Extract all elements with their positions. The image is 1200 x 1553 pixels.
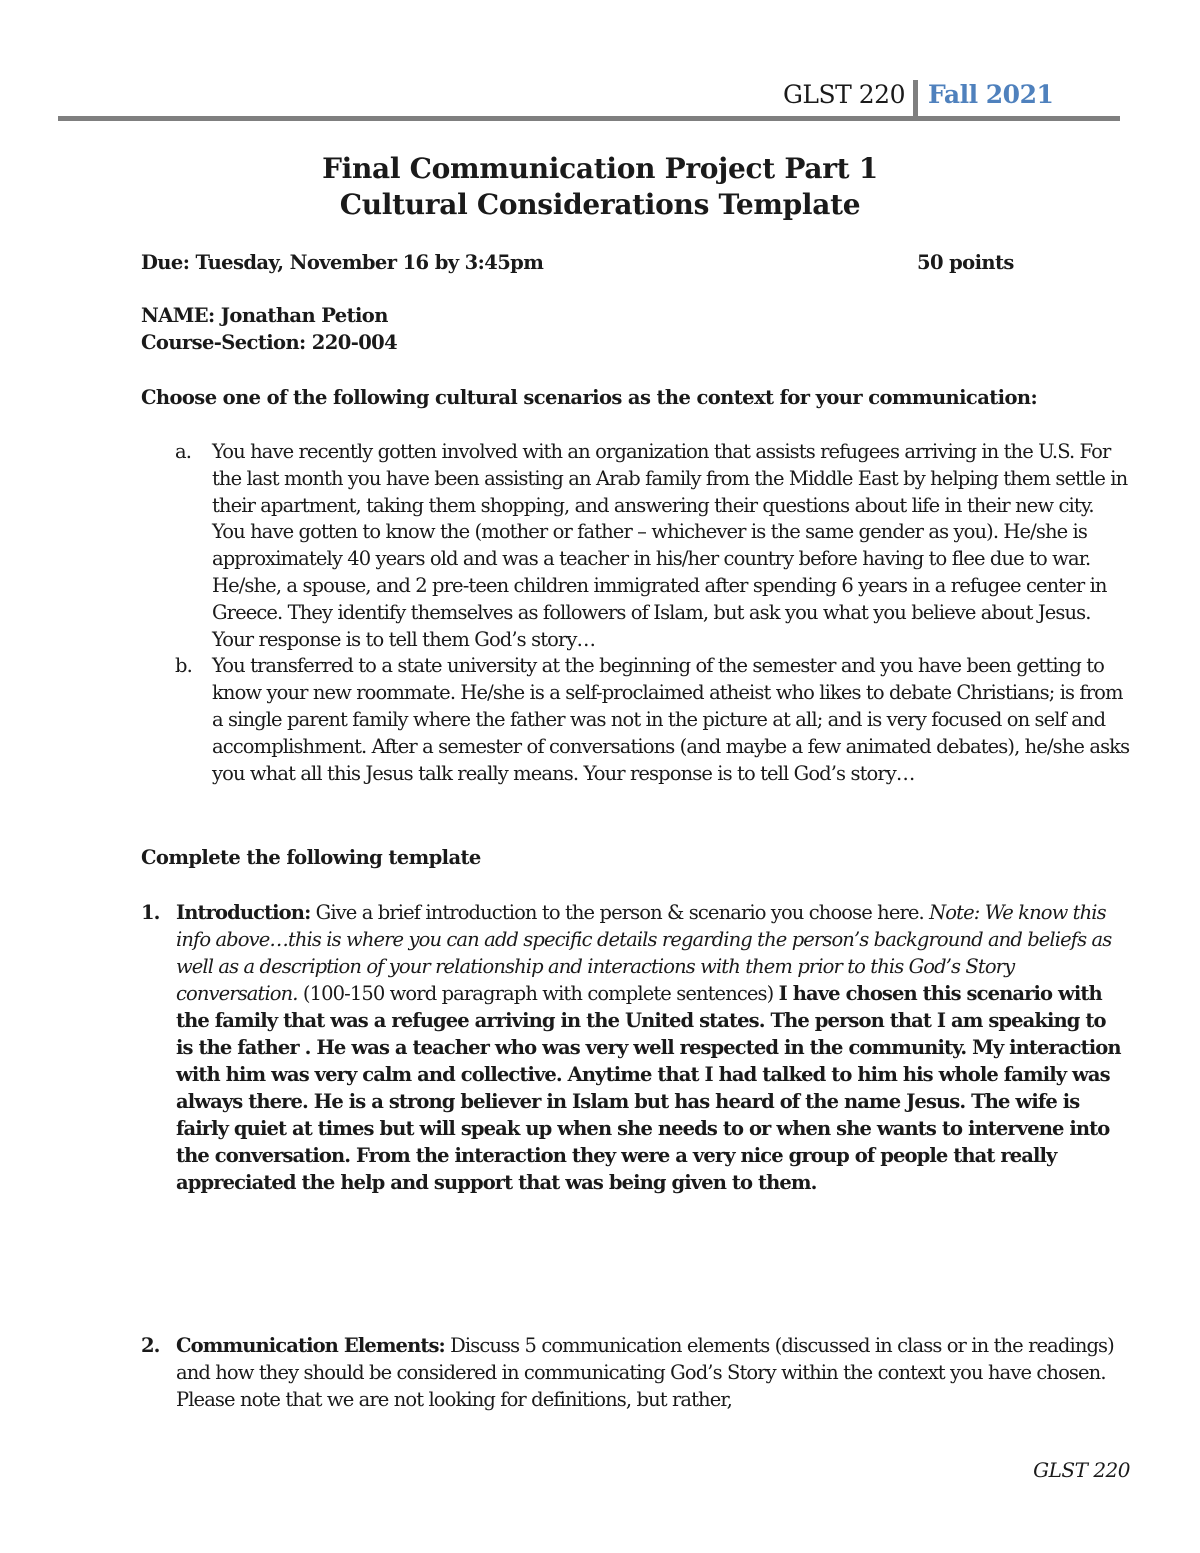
item-number: 1.: [141, 901, 160, 924]
header-term: Fall 2021: [928, 80, 1054, 109]
scenario-text: You transferred to a state university at the beginning of the semester and you have been getting to know your new roommate. He/she is a self-proclaimed atheist who likes to debate Christians; is from a single parent family where the father was not in the picture at all; and is very focused on self and accomplishment. After a semester of conversations (and maybe a few animated debates), he/she asks you what all this Jesus talk really means. Your response is to tell God’s story…: [212, 654, 1130, 785]
template-list-continued: [141, 1332, 1121, 1413]
student-name: NAME: Jonathan Petion: [141, 304, 388, 327]
scenarios-heading: Choose one of the following cultural scenarios as the context for your communication:: [141, 386, 1038, 409]
item-note: Note: We know this info above…this is where you can add specific details regarding the person’s background and beliefs as well as a description of your relationship and interactions with them prior to this God’s Story conversation.: [176, 901, 1112, 1005]
scenario-text: You have recently gotten involved with an organization that assists refugees arriving in the U.S. For the last month you have been assisting an Arab family from the Middle East by helping them settle in their apartment, taking them shopping, and answering their questions about life in their new city. You have gotten to know the (mother or father – whichever is the same gender as you). He/she is approximately 40 years old and was a teacher in his/her country before having to flee due to war. He/she, a spouse, and 2 pre-teen children immigrated after spending 6 years in a refugee center in Greece. They identify themselves as followers of Islam, but ask you what you believe about Jesus. Your response is to tell them God’s story…: [212, 440, 1128, 651]
due-date: Due: Tuesday, November 16 by 3:45pm: [141, 251, 544, 274]
scenario-list: [141, 439, 1131, 787]
item-label: Introduction:: [176, 901, 311, 924]
item-prompt: Discuss 5 communication elements (discussed in class or in the readings) and how they should be considered in communicating God’s Story within the context you have chosen. Please note that we are not looking for definitions, but rather,: [176, 1334, 1114, 1411]
document-subtitle: Cultural Considerations Template: [339, 188, 861, 221]
scenario-marker: a.: [175, 440, 192, 463]
points-value: 50 points: [917, 251, 1014, 274]
item-label: Communication Elements:: [176, 1334, 445, 1357]
template-heading: Complete the following template: [141, 846, 481, 869]
course-section: Course-Section: 220-004: [141, 331, 398, 354]
header-separator: [913, 80, 918, 116]
scenario-marker: b.: [175, 654, 192, 678]
item-prompt: Give a brief introduction to the person & scenario you choose here.: [310, 901, 930, 924]
template-item-communication-elements: [141, 1332, 1121, 1413]
scenario-item: [141, 439, 1131, 653]
item-number: 2.: [141, 1334, 160, 1357]
header-rule: [58, 116, 1120, 121]
scenario-item: [141, 653, 1131, 787]
item-requirement: (100-150 word paragraph with complete sentences): [297, 982, 779, 1005]
student-answer: I have chosen this scenario with the family that was a refugee arriving in the United states. The person that I am speaking to is the father . He was a teacher who was very well respected in the community. My interaction with him was very calm and collective. Anytime that I had talked to him his whole family was always there. He is a strong believer in Islam but has heard of the name Jesus. The wife is fairly quiet at times but will speak up when she needs to or when she wants to intervene into the conversation. From the interaction they were a very nice group of people that really appreciated the help and support that was being given to them.: [176, 982, 1121, 1194]
template-item-introduction: [141, 899, 1121, 1196]
header-course-code: GLST 220: [782, 80, 905, 109]
document-title: Final Communication Project Part 1: [322, 152, 878, 185]
template-list: [141, 899, 1121, 1196]
footer-course: GLST 220: [1033, 1458, 1130, 1482]
